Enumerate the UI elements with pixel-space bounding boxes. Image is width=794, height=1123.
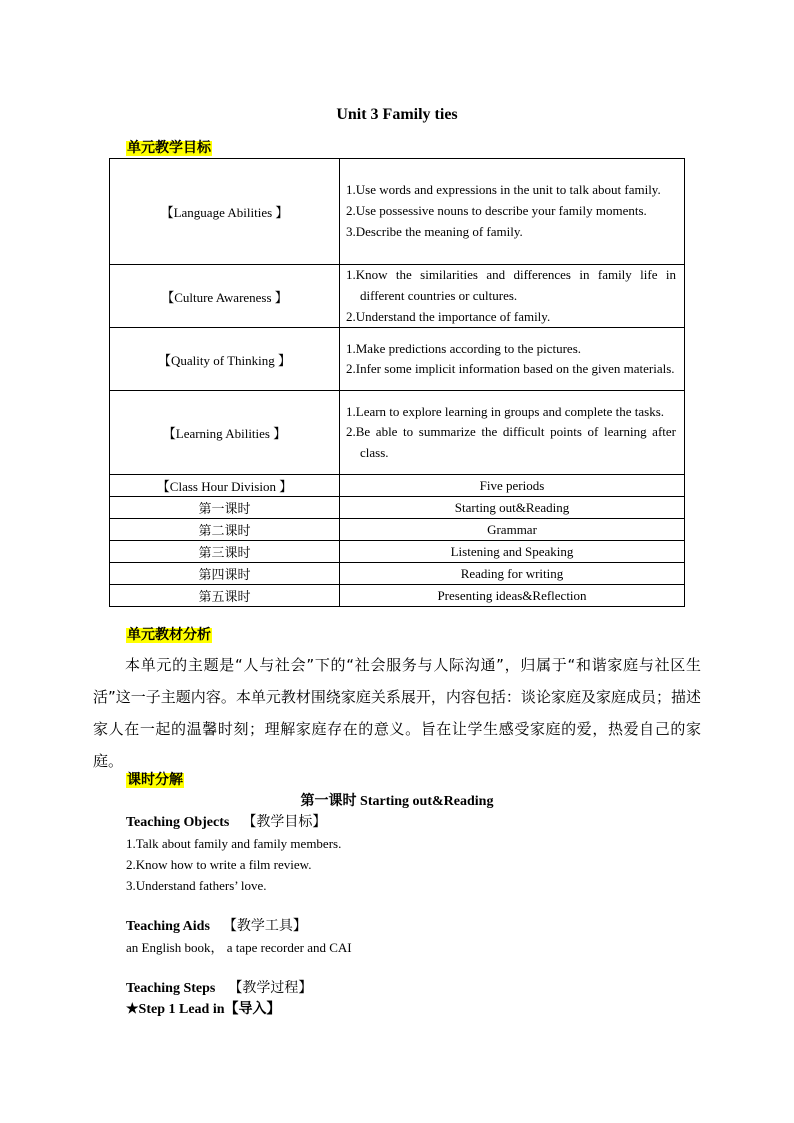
goal-label: 【Learning Abilities 】 [110, 391, 340, 475]
period-row [110, 585, 685, 607]
goal-item: 1.Know the similarities and differences in family life in different countries or cultures. [346, 267, 676, 303]
period-row [110, 563, 685, 585]
goals-table [109, 158, 685, 607]
goal-item: 1.Make predictions according to the pictures. [346, 340, 582, 356]
period-row [110, 541, 685, 563]
section-heading-lessons: 课时分解 [127, 773, 183, 788]
goal-row [110, 265, 685, 328]
teaching-objects [126, 811, 341, 896]
goal-label: 【Quality of Thinking 】 [110, 328, 340, 391]
goal-items [340, 265, 685, 328]
goal-row [110, 328, 685, 391]
objective-item: 3.Understand fathers’ love. [126, 878, 267, 893]
period-row [110, 497, 685, 519]
period-row-label: 第三课时 [110, 541, 340, 563]
teaching-steps [126, 977, 312, 1020]
goal-items [340, 328, 685, 391]
period-row-label: 第四课时 [110, 563, 340, 585]
section-heading-goals: 单元教学目标 [127, 141, 211, 156]
lesson-title: 第一课时 Starting out&Reading [300, 794, 494, 809]
goal-items [340, 159, 685, 265]
teaching-steps-heading: Teaching Steps 【教学过程】 [126, 980, 313, 996]
analysis-paragraph: 本单元的主题是“人与社会”下的“社会服务与人际沟通”，归属于“和谐家庭与社区生活”这一子主题内容。本单元教材围绕家庭关系展开，内容包括：谈论家庭及家庭成员；描述家人在一起的温馨时刻；理解家庭存在的意义。旨在让学生感受家庭的爱，热爱自己的家庭。 [93, 656, 701, 770]
period-row [110, 519, 685, 541]
period-row-label: 第一课时 [110, 497, 340, 519]
goal-item: 2.Use possessive nouns to describe your family moments. [346, 203, 647, 219]
goal-label: 【Language Abilities 】 [110, 159, 340, 265]
goal-items [340, 391, 685, 475]
division-row [110, 475, 685, 497]
goal-item: 2.Infer some implicit information based on the given materials. [346, 361, 675, 377]
period-row-value: Starting out&Reading [340, 497, 685, 519]
period-row-label: 第二课时 [110, 519, 340, 541]
division-row-label: 【Class Hour Division 】 [110, 475, 340, 497]
objective-item: 2.Know how to write a film review. [126, 857, 312, 872]
teaching-aids-heading: Teaching Aids 【教学工具】 [126, 918, 307, 934]
document-title: Unit 3 Family ties [336, 106, 458, 123]
objective-item: 1.Talk about family and family members. [126, 836, 342, 851]
teaching-objects-heading: Teaching Objects 【教学目标】 [126, 814, 327, 830]
goal-row [110, 391, 685, 475]
step-1: ★Step 1 Lead in【导入】 [126, 1002, 281, 1017]
period-row-label: 第五课时 [110, 585, 340, 607]
goal-item: 2.Understand the importance of family. [346, 308, 551, 324]
goal-label: 【Culture Awareness 】 [110, 265, 340, 328]
period-row-value: Reading for writing [340, 563, 685, 585]
goal-item: 1.Learn to explore learning in groups and complete the tasks. [346, 403, 665, 419]
period-row-value: Grammar [340, 519, 685, 541]
goal-row [110, 159, 685, 265]
period-row-value: Presenting ideas&Reflection [340, 585, 685, 607]
teaching-aids-text: an English book， a tape recorder and CAI [126, 940, 352, 955]
period-row-value: Listening and Speaking [340, 541, 685, 563]
goal-item: 1.Use words and expressions in the unit to talk about family. [346, 182, 661, 198]
teaching-aids [126, 915, 352, 958]
goal-item: 2.Be able to summarize the difficult points of learning after class. [346, 424, 676, 461]
section-heading-analysis: 单元教材分析 [127, 628, 211, 643]
goal-item: 3.Describe the meaning of family. [346, 223, 523, 239]
division-row-value: Five periods [340, 475, 685, 497]
